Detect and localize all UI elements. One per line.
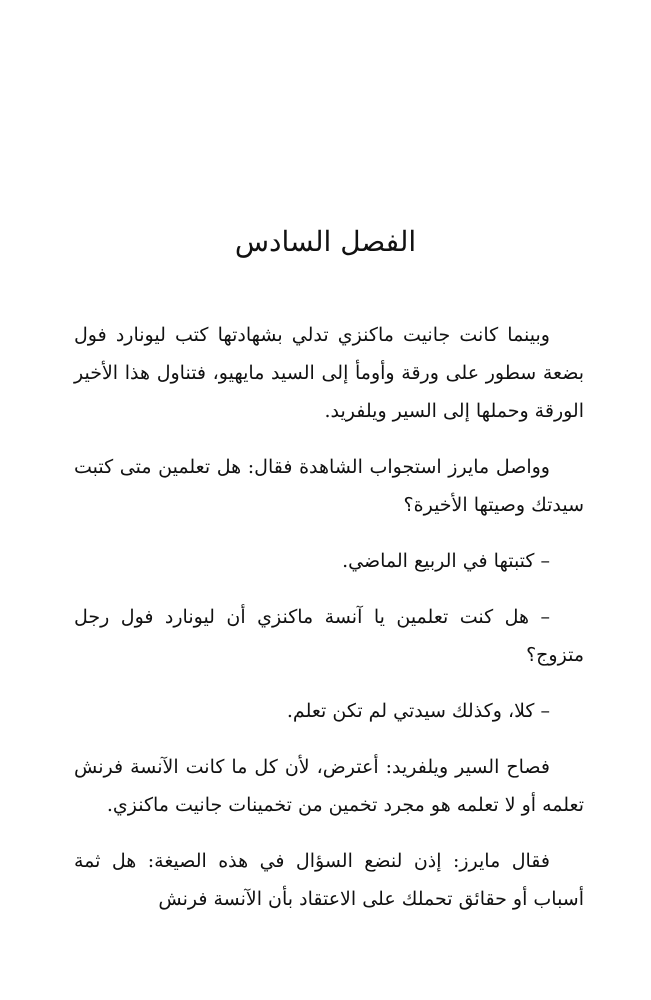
paragraph: فقال مايرز: إذن لنضع السؤال في هذه الصيغة: هل ثمة أسباب أو حقائق تحملك على الاعتقاد بأن الآنسة فرنش — [74, 850, 584, 910]
dialogue-line: – كتبتها في الربيع الماضي. — [342, 550, 550, 572]
paragraph: وبينما كانت جانيت ماكنزي تدلي بشهادتها كتب ليونارد فول بضعة سطور على ورقة وأومأ إلى السيد مايهيو، فتناول هذا الأخير الورقة وحملها إلى السير ويلفريد. — [74, 324, 584, 422]
chapter-title: الفصل السادس — [234, 225, 417, 258]
paragraph: وواصل مايرز استجواب الشاهدة فقال: هل تعلمين متى كتبت سيدتك وصيتها الأخيرة؟ — [74, 456, 584, 516]
dialogue-line: – كلا، وكذلك سيدتي لم تكن تعلم. — [286, 700, 550, 722]
paragraph: فصاح السير ويلفريد: أعترض، لأن كل ما كانت الآنسة فرنش تعلمه أو لا تعلمه هو مجرد تخمين من تخمينات جانيت ماكنزي. — [74, 756, 584, 816]
dialogue-line: – هل كنت تعلمين يا آنسة ماكنزي أن ليونارد فول رجل متزوج؟ — [74, 606, 584, 666]
chapter-body — [74, 316, 584, 936]
